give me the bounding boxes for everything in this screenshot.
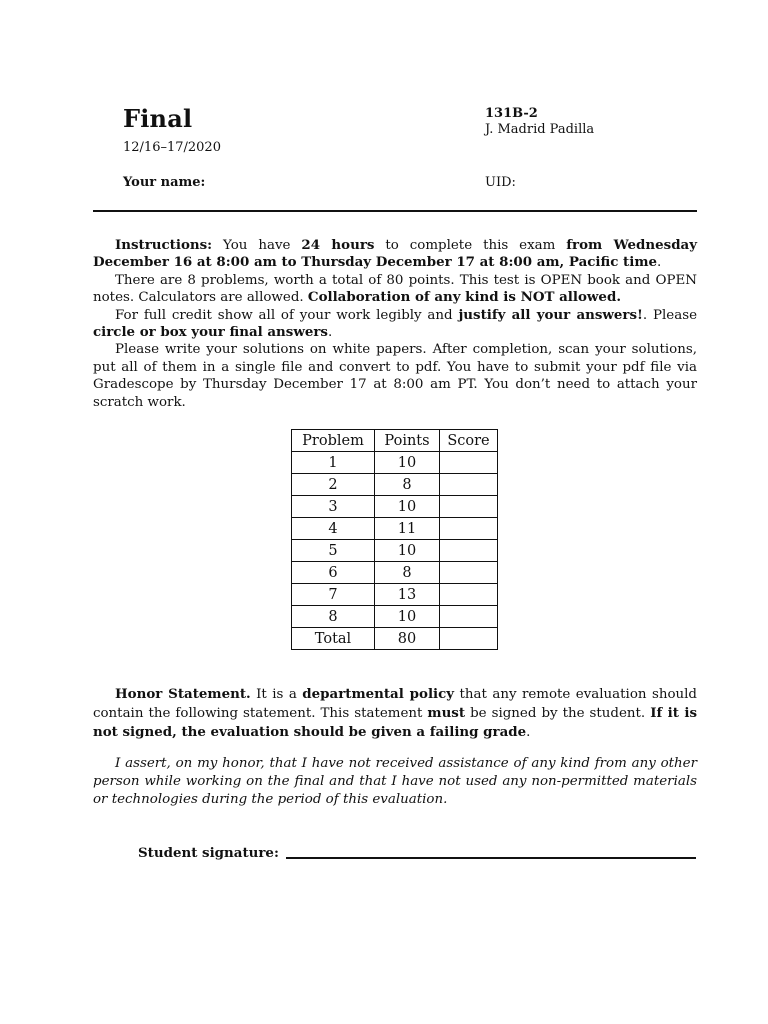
table-row bbox=[292, 452, 498, 474]
points-cell: 10 bbox=[375, 452, 440, 474]
points-cell: 10 bbox=[375, 496, 440, 518]
score-cell bbox=[440, 562, 498, 584]
circle-answers-rule: circle or box your final answers bbox=[93, 324, 328, 341]
table-row bbox=[292, 496, 498, 518]
points-cell: 13 bbox=[375, 584, 440, 606]
honor-assertion bbox=[93, 755, 697, 809]
table-row bbox=[292, 474, 498, 496]
failing-grade-warning: If it is not signed, the evaluation should be given a failing grade bbox=[93, 705, 697, 740]
score-cell bbox=[440, 452, 498, 474]
instructions-paragraph-3 bbox=[93, 307, 697, 342]
score-cell bbox=[440, 496, 498, 518]
table-row-total bbox=[292, 628, 498, 650]
header-divider bbox=[93, 210, 697, 212]
honor-label: Honor Statement. bbox=[115, 686, 251, 702]
collaboration-rule: Collaboration of any kind is NOT allowed. bbox=[307, 289, 621, 306]
your-name-label: Your name: bbox=[123, 175, 206, 190]
departmental-policy: departmental policy bbox=[302, 686, 455, 702]
problem-cell: 3 bbox=[292, 496, 375, 518]
table-row bbox=[292, 518, 498, 540]
must-text: must bbox=[427, 705, 466, 721]
problem-cell: 7 bbox=[292, 584, 375, 606]
problem-cell: 8 bbox=[292, 606, 375, 628]
header-points: Points bbox=[375, 430, 440, 452]
total-points-cell: 80 bbox=[375, 628, 440, 650]
instr-text: You have bbox=[212, 238, 302, 253]
points-cell: 10 bbox=[375, 606, 440, 628]
justify-rule: justify all your answers! bbox=[458, 306, 643, 323]
table-row bbox=[292, 606, 498, 628]
assertion-text: I assert, on my honor, that I have not received assistance of any kind from any other person while working on the final and that I have not used any non-permitted materials or technologies during the period of this evaluation. bbox=[93, 756, 697, 807]
instructions-paragraph-4: Please write your solutions on white papers. After completion, scan your solutions, put all of them in a single file and convert to pdf. You have to submit your pdf file via Gradescope by Thursday December 17 at 8:00 am PT. You don’t need to attach your scratch work. bbox=[93, 342, 697, 410]
signature-line[interactable] bbox=[286, 857, 696, 859]
exam-title: Final bbox=[123, 104, 193, 133]
problem-cell: 5 bbox=[292, 540, 375, 562]
instructions-label: Instructions: bbox=[115, 237, 213, 253]
total-label-cell: Total bbox=[292, 628, 375, 650]
score-table-header bbox=[292, 430, 498, 452]
honor-text: be signed by the student. bbox=[465, 706, 651, 721]
time-limit: 24 hours bbox=[301, 237, 375, 253]
score-cell bbox=[440, 474, 498, 496]
score-cell bbox=[440, 584, 498, 606]
problem-cell: 1 bbox=[292, 452, 375, 474]
instr-text: . bbox=[327, 325, 333, 341]
header-problem: Problem bbox=[292, 430, 375, 452]
table-row bbox=[292, 540, 498, 562]
score-cell bbox=[440, 606, 498, 628]
score-cell bbox=[440, 518, 498, 540]
score-table bbox=[291, 429, 498, 650]
exam-window: from Wednesday December 16 at 8:00 am to Thursday December 17 at 8:00 am, Pacific time bbox=[93, 237, 698, 271]
points-cell: 8 bbox=[375, 562, 440, 584]
course-code: 131B-2 bbox=[485, 106, 538, 121]
honor-paragraph bbox=[93, 685, 697, 742]
honor-text: that any remote evaluation should contain the following statement. This statement bbox=[93, 687, 697, 721]
honor-statement bbox=[93, 685, 697, 742]
table-row bbox=[292, 562, 498, 584]
instr-text: For full credit show all of your work legibly and bbox=[115, 307, 459, 323]
problem-cell: 2 bbox=[292, 474, 375, 496]
instr-text: . Please bbox=[642, 307, 698, 323]
exam-date: 12/16–17/2020 bbox=[123, 140, 221, 155]
uid-label: UID: bbox=[485, 175, 516, 190]
instructor-name: J. Madrid Padilla bbox=[485, 122, 595, 137]
points-cell: 10 bbox=[375, 540, 440, 562]
instructions-block bbox=[93, 237, 697, 411]
instructions-paragraph-1 bbox=[93, 237, 697, 272]
instr-text: . bbox=[657, 255, 662, 271]
instr-text: to complete this exam bbox=[374, 238, 567, 253]
honor-text: It is a bbox=[250, 687, 303, 702]
score-cell bbox=[440, 540, 498, 562]
points-cell: 8 bbox=[375, 474, 440, 496]
points-cell: 11 bbox=[375, 518, 440, 540]
instructions-paragraph-2 bbox=[93, 272, 697, 307]
instr-text: There are 8 problems, worth a total of 80 points. This test is OPEN book and OPEN notes. Calculators are allowed. bbox=[93, 272, 697, 306]
honor-text: . bbox=[526, 725, 531, 740]
student-signature-label: Student signature: bbox=[138, 845, 279, 861]
header-score: Score bbox=[440, 430, 498, 452]
problem-cell: 4 bbox=[292, 518, 375, 540]
table-row bbox=[292, 584, 498, 606]
total-score-cell bbox=[440, 628, 498, 650]
problem-cell: 6 bbox=[292, 562, 375, 584]
